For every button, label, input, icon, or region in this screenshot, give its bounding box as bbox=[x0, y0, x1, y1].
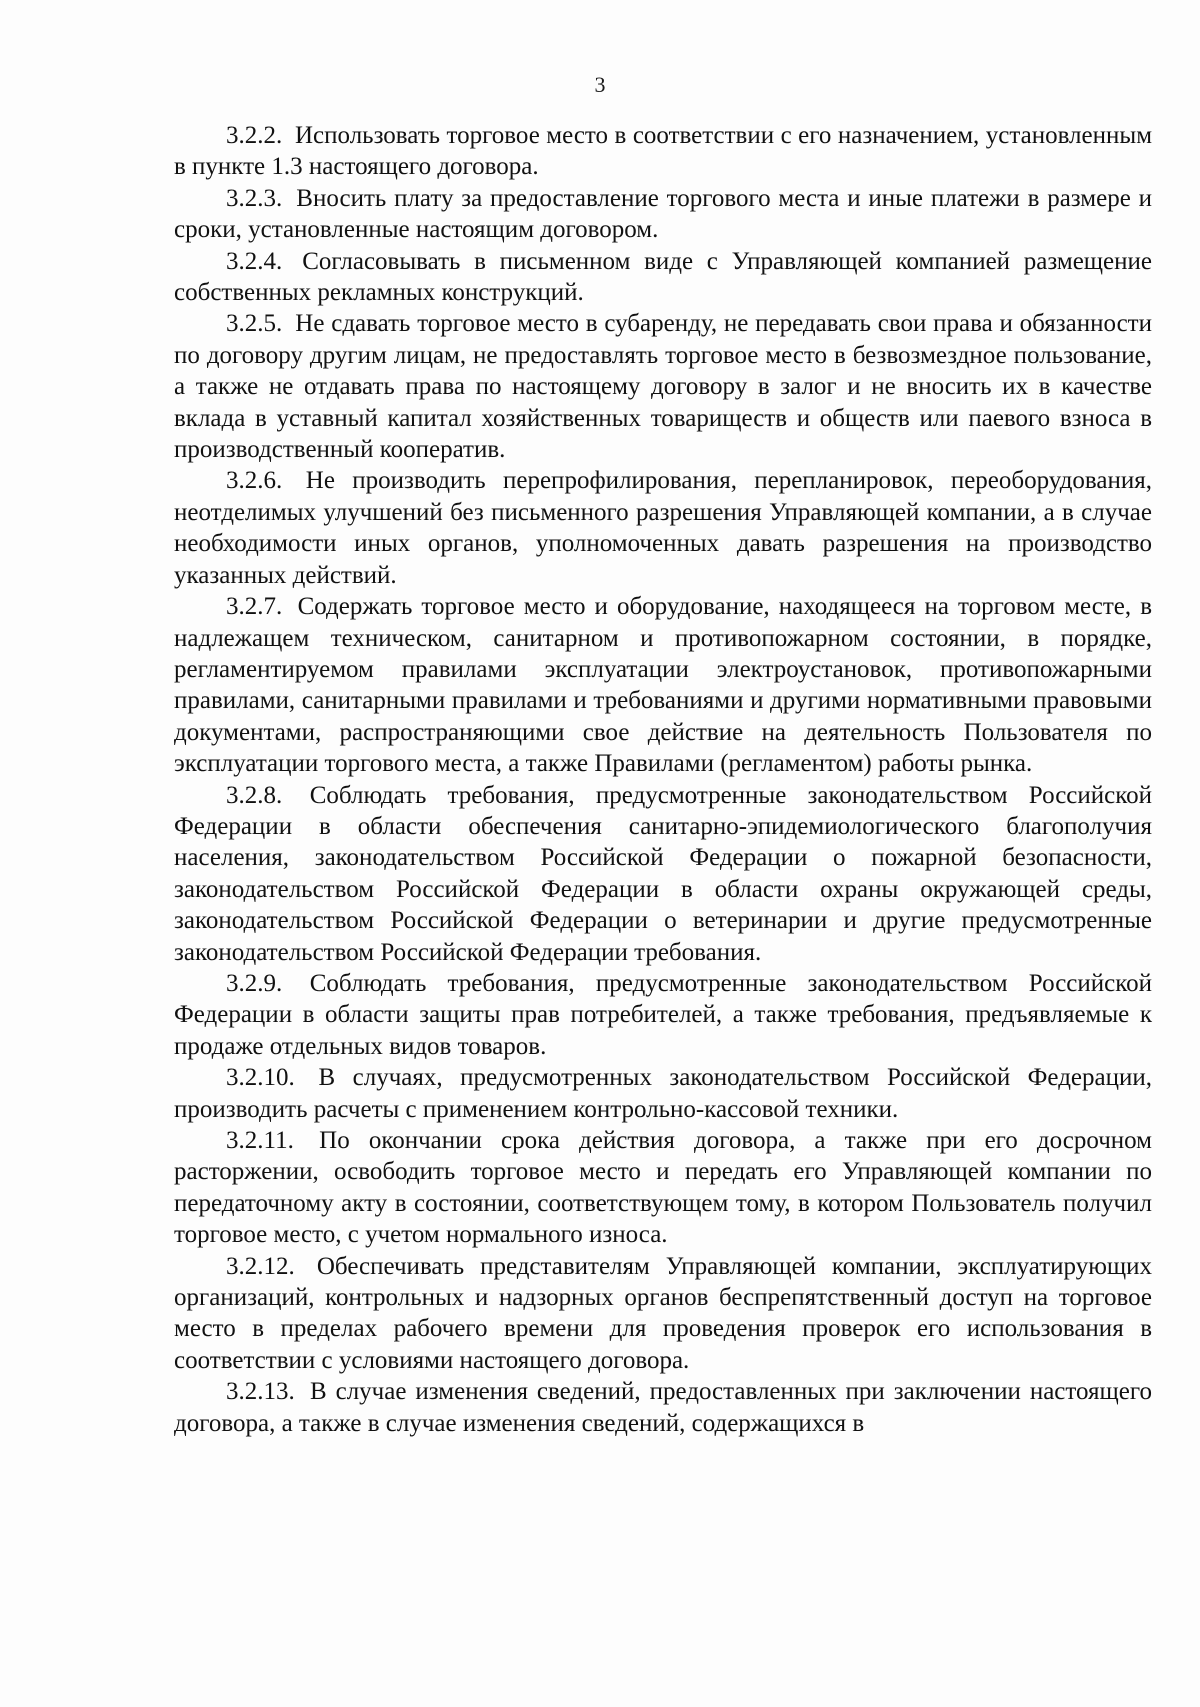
clause-3-2-3 bbox=[174, 183, 1152, 246]
document-body bbox=[174, 120, 1152, 1439]
clause-text: Не сдавать торговое место в субаренду, не передавать свои права и обязанности по договору другим лицам, не предоставлять торговое место в безвозмездное пользование, а также не отдавать права по настоящему договору в залог и не вносить их в качестве вклада в уставный капитал хозяйственных товариществ и обществ или паевого взноса в производственный кооператив. bbox=[174, 310, 1152, 464]
clause-text: В случаях, предусмотренных законодательством Российской Федерации, производить расчеты с применением контрольно-кассовой техники. bbox=[174, 1064, 1152, 1123]
clause-text: Содержать торговое место и оборудование, находящееся на торговом месте, в надлежащем техническом, санитарном и противопожарном состоянии, в порядке, регламентируемом правилами эксплуатации электроустановок, противопожарными правилами, санитарными правилами и требованиями и другими нормативными правовыми документами, распространяющими свое действие на деятельность Пользователя по эксплуатации торгового места, а также Правилами (регламентом) работы рынка. bbox=[174, 593, 1153, 778]
clause-3-2-13 bbox=[174, 1376, 1152, 1439]
clause-text: Соблюдать требования, предусмотренные законодательством Российской Федерации в области обеспечения санитарно-эпидемиологического благополучия населения, законодательством Российской Федерации о пожарной безопасности, законодательством Российской Федерации в области охраны окружающей среды, законодательством Российской Федерации о ветеринарии и другие предусмотренные законодательством Российской Федерации требования. bbox=[174, 781, 1152, 966]
clause-text: Согласовывать в письменном виде с Управляющей компанией размещение собственных рекламных конструкций. bbox=[174, 247, 1152, 307]
clause-text: Соблюдать требования, предусмотренные законодательством Российской Федерации в области защиты прав потребителей, а также требования, предъявляемые к продаже отдельных видов товаров. bbox=[174, 969, 1152, 1060]
clause-number: 3.2.9. bbox=[226, 969, 283, 997]
clause-number: 3.2.11. bbox=[226, 1127, 294, 1154]
clause-3-2-6 bbox=[174, 465, 1152, 591]
clause-number: 3.2.2. bbox=[226, 122, 283, 149]
clause-3-2-5 bbox=[174, 308, 1152, 465]
clause-3-2-12 bbox=[174, 1251, 1152, 1377]
clause-number: 3.2.12. bbox=[226, 1252, 295, 1280]
clause-3-2-11 bbox=[174, 1125, 1152, 1251]
clause-number: 3.2.13. bbox=[226, 1378, 295, 1406]
clause-3-2-8 bbox=[174, 780, 1152, 968]
clause-text: В случае изменения сведений, предоставленных при заключении настоящего договора, а также в случае изменения сведений, содержащихся в bbox=[174, 1378, 1152, 1437]
clause-3-2-7 bbox=[174, 591, 1152, 779]
clause-3-2-9 bbox=[174, 968, 1152, 1062]
clause-text: По окончании срока действия договора, а также при его досрочном расторжении, освободить торговое место и передать его Управляющей компании по передаточному акту в состоянии, соответствующем тому, в котором Пользователь получил торговое место, с учетом нормального износа. bbox=[174, 1127, 1152, 1249]
clause-3-2-4 bbox=[174, 246, 1152, 309]
clause-number: 3.2.10. bbox=[226, 1064, 295, 1092]
clause-text: Не производить перепрофилирования, перепланировок, переоборудования, неотделимых улучшений без письменного разрешения Управляющей компании, а в случае необходимости иных органов, уполномоченных давать разрешения на производство указанных действий. bbox=[174, 467, 1153, 589]
clause-text: Использовать торговое место в соответствии с его назначением, установленным в пункте 1.3 настоящего договора. bbox=[174, 122, 1153, 181]
clause-number: 3.2.5. bbox=[226, 310, 283, 338]
clause-text: Вносить плату за предоставление торгового места и иные платежи в размере и сроки, установленные настоящим договором. bbox=[174, 184, 1152, 244]
clause-3-2-10 bbox=[174, 1062, 1152, 1125]
clause-text: Обеспечивать представителям Управляющей компании, эксплуатирующих организаций, контрольных и надзорных органов беспрепятственный доступ на торговое место в пределах рабочего времени для проведения проверок его использования в соответствии с условиями настоящего договора. bbox=[174, 1252, 1152, 1374]
clause-3-2-2 bbox=[174, 120, 1152, 183]
page-number: 3 bbox=[594, 72, 606, 97]
clause-number: 3.2.8. bbox=[226, 781, 283, 809]
clause-number: 3.2.3. bbox=[226, 184, 283, 212]
clause-number: 3.2.6. bbox=[226, 467, 283, 495]
clause-number: 3.2.4. bbox=[226, 247, 283, 275]
clause-number: 3.2.7. bbox=[226, 593, 283, 621]
